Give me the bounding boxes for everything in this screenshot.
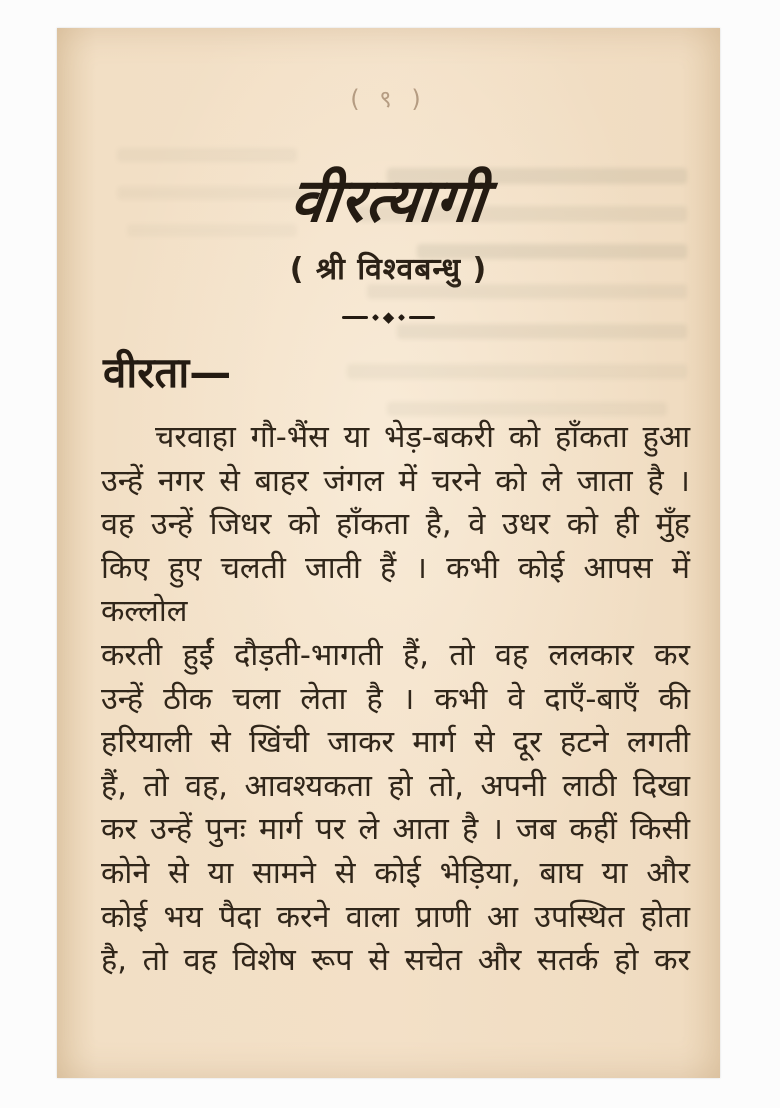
ornament-dot [398, 314, 405, 321]
ornament-dot [372, 314, 379, 321]
paragraph-line: हैं, तो वह, आवश्यकता हो तो, अपनी लाठी दिखा [101, 768, 690, 804]
paragraph-line: उन्हें ठीक चला लेता है । कभी वे दाएँ-बाएँ की [101, 681, 690, 717]
paragraph-line: कर उन्हें पुनः मार्ग पर ले आता है । जब कहीं किसी [101, 812, 690, 848]
showthrough-smudge [347, 364, 687, 379]
showthrough-smudge [397, 324, 687, 339]
paragraph-line: करती हुईं दौड़ती-भागती हैं, तो वह ललकार कर [101, 637, 690, 673]
paragraph-line: है, तो वह विशेष रूप से सचेत और सतर्क हो कर [101, 943, 690, 979]
showthrough-smudge [367, 284, 687, 299]
book-page [57, 28, 720, 1078]
paragraph-line: हरियाली से खिंची जाकर मार्ग से दूर हटने लगती [101, 725, 690, 761]
paragraph-line: कोई भय पैदा करने वाला प्राणी आ उपस्थित होता [101, 899, 690, 935]
paragraph-line: कोने से या सामने से कोई भेड़िया, बाघ या और [101, 855, 690, 891]
section-heading: वीरता— [103, 348, 232, 397]
author-byline: ( श्री विश्वबन्धु ) [289, 252, 488, 287]
paragraph-line: वह उन्हें जिधर को हाँकता है, वे उधर को ही मुँह [101, 507, 690, 543]
divider-ornament-icon [57, 310, 720, 325]
showthrough-smudge [417, 244, 687, 259]
paragraph-line: किए हुए चलती जाती हैं । कभी कोई आपस में कल्लोल [101, 550, 690, 630]
paragraph-line: चरवाहा गौ-भैंस या भेड़-बकरी को हाँकता हुआ [155, 420, 690, 455]
page-number: ( ९ ) [350, 85, 427, 113]
paragraph-line: उन्हें नगर से बाहर जंगल में चरने को ले जाता है । [101, 463, 690, 499]
ornament-line-right [409, 316, 435, 319]
page-title: वीरत्यागी [286, 166, 490, 236]
showthrough-smudge [387, 402, 667, 416]
ornament-line-left [342, 316, 368, 319]
body-paragraph [101, 416, 690, 983]
ornament-diamond: ◆ [382, 308, 395, 326]
